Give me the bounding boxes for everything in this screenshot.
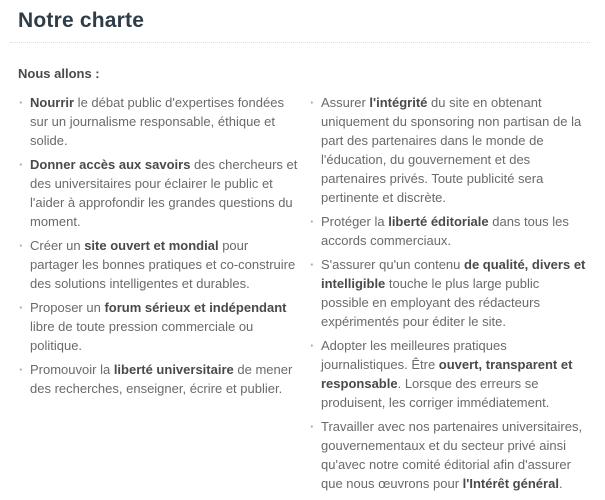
list-item-emphasis: l'Intérêt général: [462, 476, 559, 491]
list-item: [18, 93, 299, 150]
list-item-emphasis: l'intégrité: [369, 95, 428, 110]
list-item-text: Créer un: [30, 238, 85, 253]
list-item-text: Adopter les meilleures pratiques journalistiques. Être: [321, 338, 507, 372]
list-item-text: libre de toute pression commerciale ou politique.: [30, 319, 254, 353]
list-item-text: .: [558, 476, 563, 491]
list-item: [18, 360, 299, 398]
list-item-text: Travailler avec nos partenaires universitaires, gouvernementaux et du secteur privé ainsi qu'avec notre comité éditorial afin d'assurer que nous œuvrons pour: [321, 419, 583, 491]
list-item-emphasis: forum sérieux et indépendant: [104, 300, 287, 315]
list-item-text: de mener des recherches, enseigner, écrire et publier.: [30, 362, 293, 396]
list-item-text: Promouvoir la: [30, 362, 114, 377]
charter-list-left: [18, 93, 299, 498]
list-item-emphasis: Donner accès aux savoirs: [30, 157, 191, 172]
list-item-emphasis: liberté universitaire: [113, 362, 234, 377]
list-item: [309, 336, 590, 412]
list-item: [309, 255, 590, 331]
charter-columns: [18, 93, 590, 498]
list-item-text: du site en obtenant uniquement du sponsoring non partisan de la part des partenaires dans le monde de l'éducation, du gouvernement et des partenaires privés. Toute publicité sera pertinente et discrète.: [321, 95, 582, 205]
list-item: [18, 298, 299, 355]
list-item-text: touche le plus large public possible en employant des rédacteurs expérimentés pour éditer le site.: [321, 276, 540, 329]
list-item-text: le débat public d'expertises fondées sur un journalisme responsable, éthique et solide.: [30, 95, 284, 148]
title-divider: [10, 42, 590, 43]
list-item-emphasis: ouvert, transparent et responsable: [321, 357, 573, 391]
list-item-emphasis: site ouvert et mondial: [84, 238, 219, 253]
list-item: [309, 417, 590, 493]
charter-list-right: [309, 93, 590, 498]
intro-text: Nous allons :: [18, 66, 100, 81]
list-item-text: des chercheurs et des universitaires pour éclairer le public et l'aider à approfondir les grandes questions du moment.: [30, 157, 298, 229]
list-item-text: S'assurer qu'un contenu: [321, 257, 464, 272]
list-item-text: Protéger la: [321, 214, 389, 229]
list-item-text: Proposer un: [30, 300, 105, 315]
list-item-emphasis: liberté éditoriale: [388, 214, 489, 229]
list-item-text: . Lorsque des erreurs se produisent, les corriger immédiatement.: [321, 376, 550, 410]
list-item: [309, 212, 590, 250]
list-item: [309, 93, 590, 207]
page-title: Notre charte: [18, 9, 145, 32]
list-item-emphasis: de qualité, divers et intelligible: [321, 257, 586, 291]
list-item-text: dans tous les accords commerciaux.: [321, 214, 569, 248]
list-item-text: pour partager les bonnes pratiques et co-construire des solutions intelligentes et durables.: [30, 238, 296, 291]
list-item-emphasis: Nourrir: [30, 95, 75, 110]
list-item-text: Assurer: [321, 95, 370, 110]
list-item: [18, 155, 299, 231]
list-item: [18, 236, 299, 293]
